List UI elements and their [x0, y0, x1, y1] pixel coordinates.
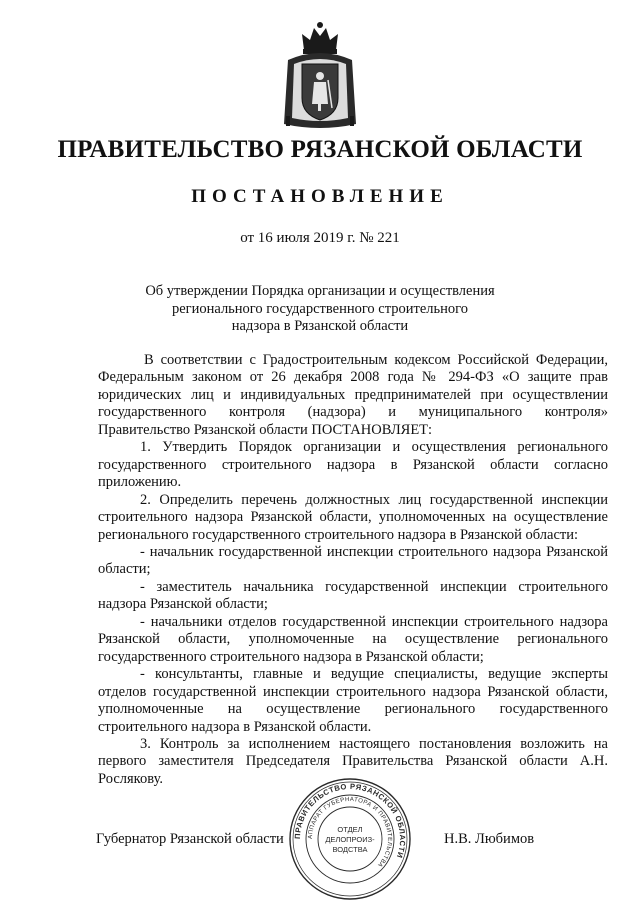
- seal-inner-text: АППАРАТ ГУБЕРНАТОРА И ПРАВИТЕЛЬСТВА: [307, 796, 393, 868]
- subject-line: Об утверждении Порядка организации и осуществления: [145, 283, 495, 299]
- item-3-paragraph: 3. Контроль за исполнением настоящего постановления возложить на первого заместителя Председателя Правительства Рязанской области А.Н. Рослякову.: [98, 735, 608, 787]
- document-type-title: ПОСТАНОВЛЕНИЕ: [191, 186, 449, 207]
- organization-title: ПРАВИТЕЛЬСТВО РЯЗАНСКОЙ ОБЛАСТИ: [57, 136, 583, 163]
- seal-center-line: ВОДСТВА: [332, 845, 368, 854]
- subject-line: регионального государственного строительного: [171, 300, 468, 317]
- document-date-number: от 16 июля 2019 г. № 221: [240, 230, 400, 246]
- document-body: [98, 352, 608, 788]
- seal-outer-text: ПРАВИТЕЛЬСТВО РЯЗАНСКОЙ ОБЛАСТИ: [292, 781, 408, 860]
- preamble-paragraph: В соответствии с Градостроительным кодексом Российской Федерации, Федеральным законом от 26 декабря 2008 года № 294-ФЗ «О защите прав юридических лиц и индивидуальных предпринимателей при осуществлении государственного контроля (надзора) и муниципального контроля» Правительство Рязанской области ПОСТАНОВЛЯЕТ:: [98, 352, 608, 438]
- subject-line: надзора в Рязанской области: [231, 318, 409, 334]
- list-item-head-of-inspection: - начальник государственной инспекции строительного надзора Рязанской области;: [98, 543, 608, 578]
- seal-center-line: ДЕЛОПРОИЗ-: [325, 835, 375, 844]
- list-item-specialists: - консультанты, главные и ведущие специалисты, ведущие эксперты отделов государственной инспекции строительного надзора Рязанской области, уполномоченные на осуществление регионального государственного строительного надзора в Рязанской области.: [98, 666, 608, 735]
- seal-center-line: ОТДЕЛ: [337, 825, 363, 834]
- document-subject: [110, 283, 530, 336]
- list-item-department-heads: - начальники отделов государственной инспекции строительного надзора Рязанской области, уполномоченные на осуществление регионального государственного строительного надзора в Рязанской области;: [98, 613, 608, 665]
- item-1-paragraph: 1. Утвердить Порядок организации и осуществления регионального государственного строительного надзора в Рязанской области согласно приложению.: [98, 439, 608, 491]
- coat-of-arms-emblem: [282, 20, 358, 132]
- list-item-deputy-head: - заместитель начальника государственной инспекции строительного надзора Рязанской области;: [98, 578, 608, 613]
- official-seal-stamp: [288, 777, 412, 901]
- item-2-paragraph: 2. Определить перечень должностных лиц государственной инспекции строительного надзора Рязанской области, уполномоченных на осуществление регионального государственного строительного надзора в Рязанской области:: [98, 491, 608, 543]
- signature-name: Н.В. Любимов: [444, 831, 535, 847]
- signature-position: Губернатор Рязанской области: [96, 831, 284, 847]
